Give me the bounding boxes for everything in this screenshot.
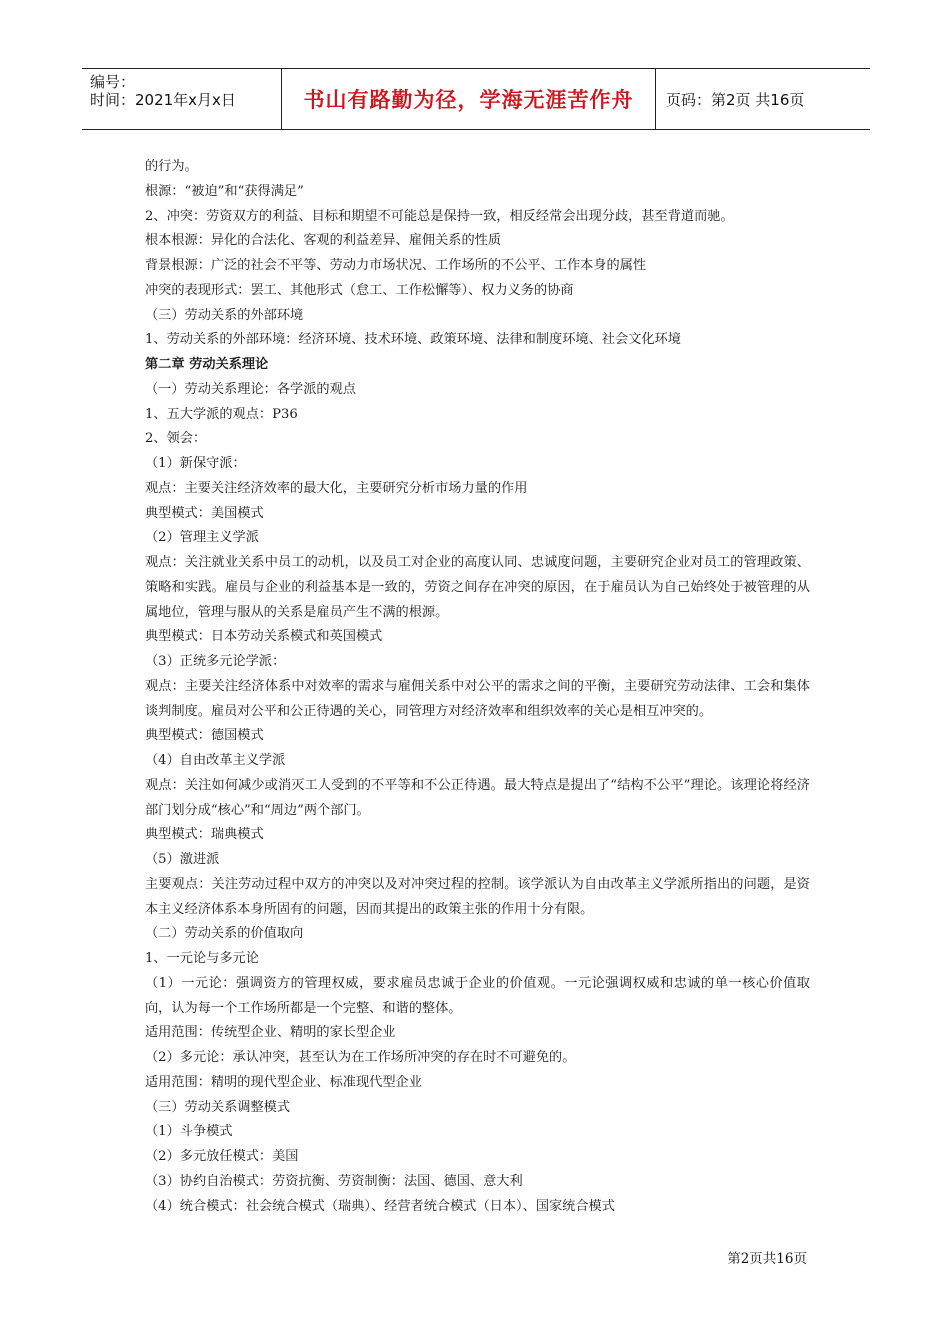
body-paragraph: （1）新保守派： xyxy=(145,456,246,471)
body-paragraph: 1、五大学派的观点：P36 xyxy=(145,406,298,422)
body-paragraph: 典型模式：美国模式 xyxy=(145,505,264,521)
body-paragraph: （2）管理主义学派 xyxy=(145,530,259,546)
page-header xyxy=(82,68,870,130)
body-paragraph: 根源：“被迫”和“获得满足” xyxy=(145,183,304,199)
body-paragraph: （5）激进派 xyxy=(145,852,220,867)
body-paragraph: （三）劳动关系的外部环境 xyxy=(145,307,304,323)
body-paragraph: （4）自由改革主义学派 xyxy=(145,753,286,768)
body-paragraph: 典型模式：日本劳动关系模式和英国模式 xyxy=(145,629,383,645)
body-paragraph: 观点：主要关注经济效率的最大化，主要研究分析市场力量的作用 xyxy=(145,480,528,496)
document-number-label: 编号： xyxy=(90,73,136,91)
body-paragraph: 典型模式：瑞典模式 xyxy=(145,827,264,843)
body-paragraph: （三）劳动关系调整模式 xyxy=(145,1099,291,1115)
document-time-label: 时间：2021年x月x日 xyxy=(90,91,236,109)
body-paragraph: （3）正统多元论学派： xyxy=(145,654,286,669)
body-paragraph: （4）统合模式：社会统合模式（瑞典）、经营者统合模式（日本）、国家统合模式 xyxy=(145,1198,615,1214)
body-paragraph: 适用范围：精明的现代型企业、标准现代型企业 xyxy=(145,1074,422,1090)
body-paragraph: 2、冲突：劳资双方的利益、目标和期望不可能总是保持一致，相反经常会出现分歧，甚至背道而驰。 xyxy=(145,208,734,224)
body-paragraph: 适用范围：传统型企业、精明的家长型企业 xyxy=(145,1025,396,1041)
body-paragraph: 冲突的表现形式：罢工、其他形式（怠工、工作松懈等）、权力义务的协商 xyxy=(145,282,574,298)
body-paragraph: （2）多元论：承认冲突，甚至认为在工作场所冲突的存在时不可避免的。 xyxy=(145,1050,576,1065)
page-footer: 第2页共16页 xyxy=(727,1251,807,1267)
body-paragraph: 1、劳动关系的外部环境：经济环境、技术环境、政策环境、法律和制度环境、社会文化环境 xyxy=(145,332,681,348)
body-paragraph: 典型模式：德国模式 xyxy=(145,728,264,744)
body-paragraph: 观点：关注就业关系中员工的动机，以及员工对企业的高度认同、忠诚度问题，主要研究企业对员工的管理政策、策略和实践。雇员与企业的利益基本是一致的，劳资之间存在冲突的原因，在于雇员认为自己始终处于被管理的从属地位，管理与服从的关系是雇员产生不满的根源。 xyxy=(145,555,810,620)
header-page-info: 页码：第2页 共16页 xyxy=(666,90,805,109)
body-paragraph: 观点：关注如何减少或消灭工人受到的不平等和不公正待遇。最大特点是提出了“结构不公平”理论。该理论将经济部门划分成“核心”和“周边”两个部门。 xyxy=(145,777,810,818)
body-paragraph: 1、一元论与多元论 xyxy=(145,951,259,966)
body-paragraph: （一）劳动关系理论：各学派的观点 xyxy=(145,381,356,397)
header-meta xyxy=(82,69,282,129)
body-paragraph: （2）多元放任模式：美国 xyxy=(145,1149,299,1164)
body-paragraph: （1）斗争模式 xyxy=(145,1124,233,1140)
body-paragraph: 的行为。 xyxy=(145,159,198,174)
body-paragraph: 根本根源：异化的合法化、客观的利益差异、雇佣关系的性质 xyxy=(145,233,502,249)
document-body xyxy=(145,155,810,1219)
header-slogan: 书山有路勤为径，学海无涯苦作舟 xyxy=(282,69,656,129)
body-paragraph: （3）协约自治模式：劳资抗衡、劳资制衡：法国、德国、意大利 xyxy=(145,1173,523,1189)
body-paragraph: 主要观点：关注劳动过程中双方的冲突以及对冲突过程的控制。该学派认为自由改革主义学派所指出的问题，是资本主义经济体系本身所固有的问题，因而其提出的政策主张的作用十分有限。 xyxy=(145,876,810,917)
body-paragraph: 观点：主要关注经济体系中对效率的需求与雇佣关系中对公平的需求之间的平衡，主要研究劳动法律、工会和集体谈判制度。雇员对公平和公正待遇的关心，同管理方对经济效率和组织效率的关心是相互冲突的。 xyxy=(145,678,810,719)
chapter-heading: 第二章 劳动关系理论 xyxy=(145,357,269,372)
body-paragraph: 背景根源：广泛的社会不平等、劳动力市场状况、工作场所的不公平、工作本身的属性 xyxy=(145,258,647,273)
body-paragraph: （1）一元论：强调资方的管理权威，要求雇员忠诚于企业的价值观。一元论强调权威和忠诚的单一核心价值取向，认为每一个工作场所都是一个完整、和谐的整体。 xyxy=(145,975,810,1016)
body-paragraph: 2、领会： xyxy=(145,431,207,447)
body-paragraph: （二）劳动关系的价值取向 xyxy=(145,926,304,942)
